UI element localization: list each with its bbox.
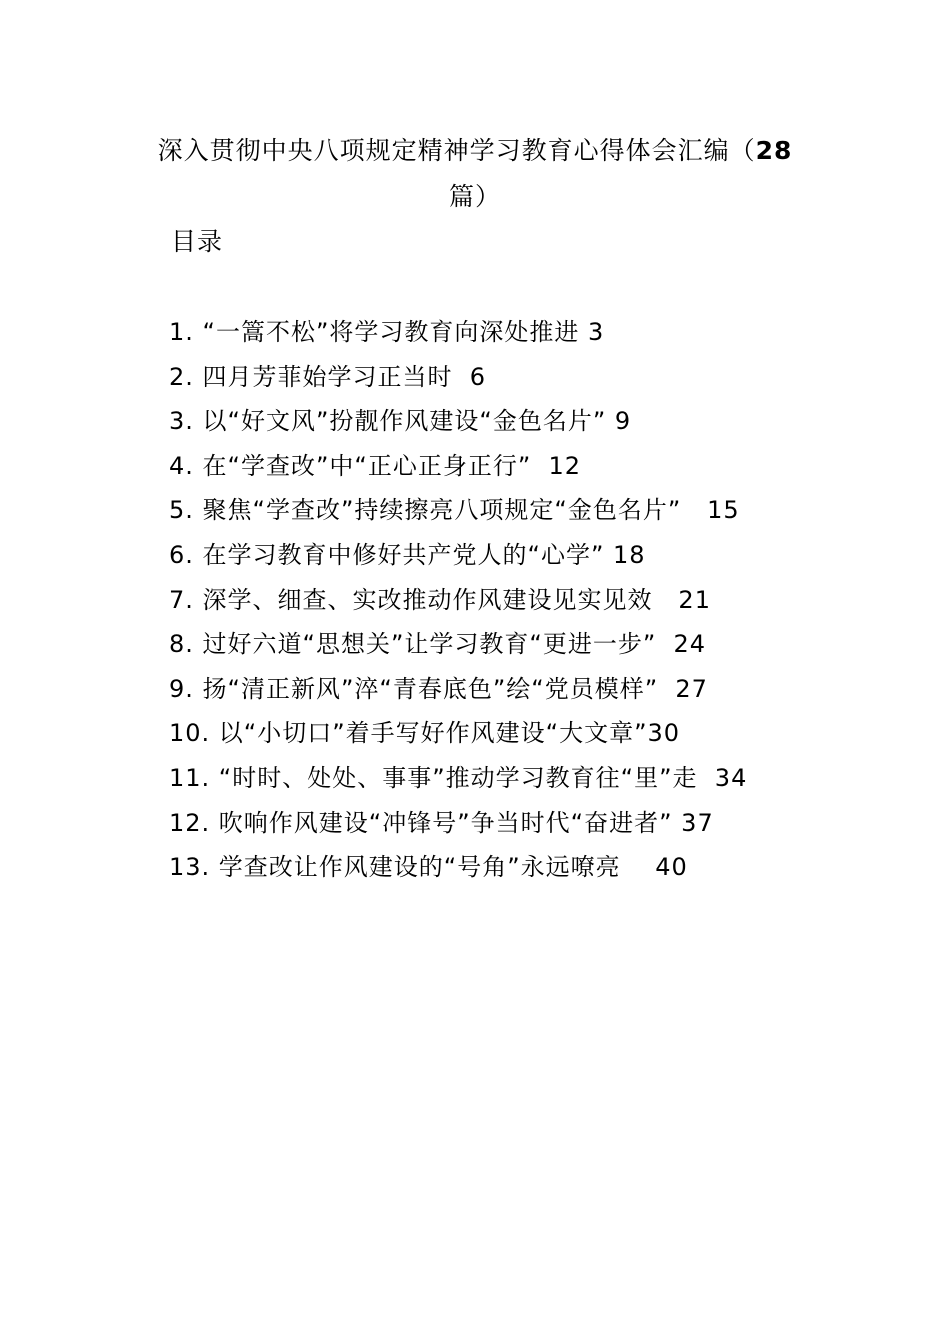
title-count: 28 [755,136,793,165]
toc-item-label: 11. “时时、处处、事事”推动学习教育往“里”走 [169,763,715,792]
toc-item-page: 21 [678,585,711,614]
title-text: 深入贯彻中央八项规定精神学习教育心得体会汇编（ [157,136,756,165]
toc-item-page: 40 [655,853,688,882]
document-title [120,128,830,220]
toc-item-page: 27 [675,674,708,703]
toc-item-label: 4. 在“学查改”中“正心正身正行” [169,451,549,480]
toc-item-page: 12 [548,451,582,480]
toc-item[interactable] [169,667,747,712]
toc-item-label: 10. 以“小切口”着手写好作风建设“大文章” [169,719,648,748]
toc-item[interactable] [169,488,747,533]
toc-item-label: 9. 扬“清正新风”淬“青春底色”绘“党员模样” [169,674,676,703]
toc-item-page: 30 [647,719,681,748]
toc-item-label: 8. 过好六道“思想关”让学习教育“更进一步” [169,630,674,659]
toc-item[interactable] [169,533,747,578]
toc-item-label: 2. 四月芳菲始学习正当时 [169,362,470,391]
toc-item-label: 5. 聚焦“学查改”持续擦亮八项规定“金色名片” [169,496,708,525]
toc-item[interactable] [169,444,747,489]
toc-item[interactable] [169,622,747,667]
toc-item-label: 1. “一篙不松”将学习教育向深处推进 [169,318,589,346]
toc-item[interactable] [169,310,747,355]
toc-item-page: 37 [681,808,714,837]
toc-item-label: 3. 以“好文风”扮靓作风建设“金色名片” [169,407,615,436]
toc-item-label: 12. 吹响作风建设“冲锋号”争当时代“奋进者” [169,808,682,837]
toc-item-label: 13. 学查改让作风建设的“号角”永远嘹亮 [169,853,656,882]
toc-item[interactable] [169,355,747,400]
toc-item[interactable] [169,399,747,444]
toc-item-label: 7. 深学、细查、实改推动作风建设见实见效 [169,585,679,614]
toc-item-label: 6. 在学习教育中修好共产党人的“心学” [169,540,614,569]
toc-item-page: 34 [714,763,748,792]
title-end: 篇） [448,182,501,211]
toc-item-page: 3 [588,318,605,346]
toc-item-page: 24 [673,630,707,659]
toc-item[interactable] [169,845,747,890]
toc-item-page: 18 [613,540,646,569]
toc-item-page: 6 [469,362,487,391]
toc-item-page: 15 [707,496,740,525]
toc-item[interactable] [169,801,747,846]
toc-item[interactable] [169,578,747,623]
toc-item[interactable] [169,756,747,801]
toc-item[interactable] [169,711,747,756]
toc-heading: 目录 [171,227,224,256]
toc-item-page: 9 [614,407,632,436]
toc-list [169,310,747,890]
